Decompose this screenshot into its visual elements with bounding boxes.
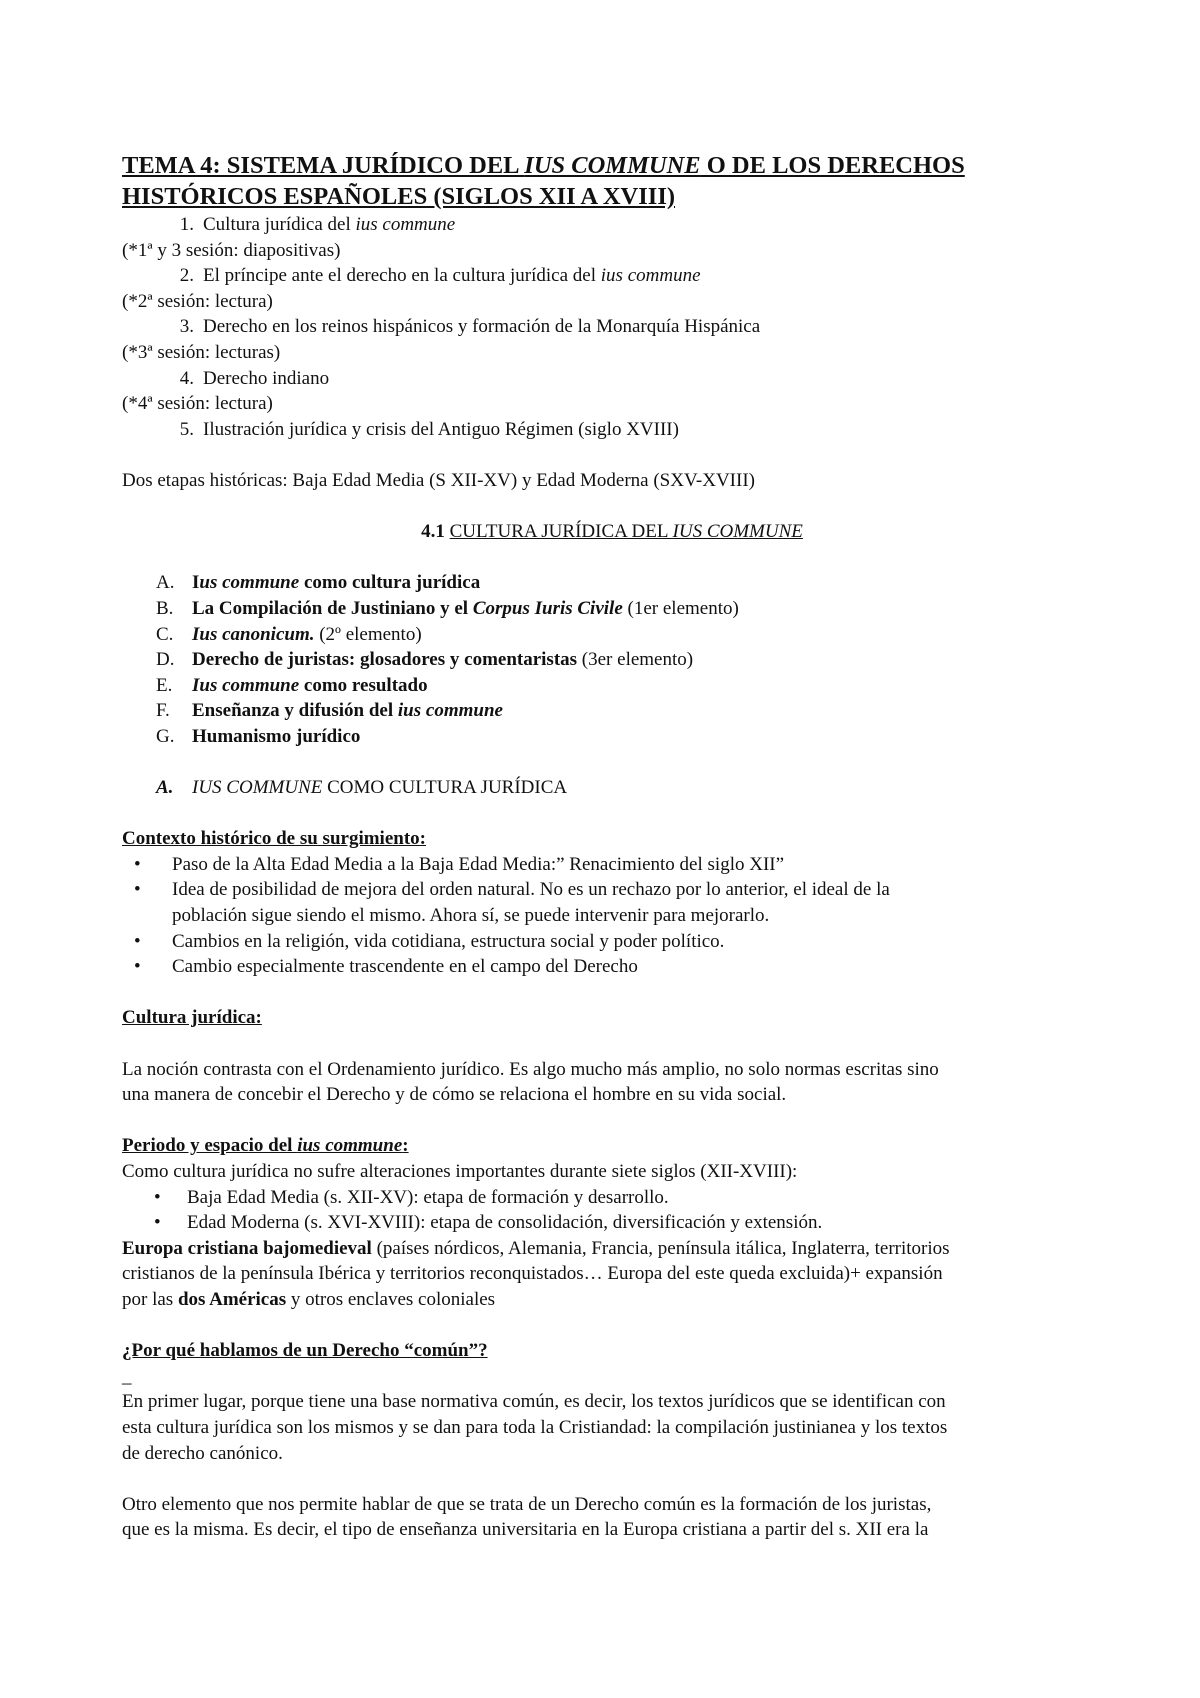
index-item-1: 1. Cultura jurídica del ius commune — [179, 214, 456, 235]
index-item-2: 2. El príncipe ante el derecho en la cultura jurídica del ius commune — [179, 265, 701, 287]
outline-item-a: A. Ius commune como cultura jurídica — [156, 572, 481, 594]
section-heading: 4.1 CULTURA JURÍDICA DEL IUS COMMUNE — [421, 521, 803, 543]
period-intro: Como cultura jurídica no sufre alteraciones importantes durante siete siglos (XII-XVIII): — [122, 1160, 798, 1182]
document-content — [122, 150, 1102, 1543]
document-title: TEMA 4: SISTEMA JURÍDICO DEL IUS COMMUNE O DE LOS DERECHOS HISTÓRICOS ESPAÑOLES (SIGLOS XII A XVIII) — [122, 152, 965, 210]
common-paragraph-1: En primer lugar, porque tiene una base normativa común, es decir, los textos jurídicos que se identifican con esta cultura jurídica son los mismos y se dan para toda la Cristiandad: la compilación justinianea y los textos de derecho canónico. — [122, 1391, 948, 1464]
index-item-4: 4. Derecho indiano — [179, 367, 330, 389]
culture-paragraph: La noción contrasta con el Ordenamiento jurídico. Es algo mucho más amplio, no solo normas escritas sino una manera de concebir el Derecho y de cómo se relaciona el hombre en su vida social. — [122, 1058, 939, 1106]
list-item: • Cambios en la religión, vida cotidiana, estructura social y poder político. — [134, 930, 725, 952]
culture-heading: Cultura jurídica: — [122, 1007, 262, 1029]
list-item: • Idea de posibilidad de mejora del orden natural. No es un rechazo por lo anterior, el ideal de la población sigue siendo el mismo. Ahora sí, se puede intervenir para mejorarlo. — [134, 879, 890, 927]
index-item-3: 3. Derecho en los reinos hispánicos y formación de la Monarquía Hispánica — [179, 316, 761, 338]
index-note-4: (*4ª sesión: lectura) — [122, 393, 273, 415]
context-heading: Contexto histórico de su surgimiento: — [122, 828, 426, 850]
index-item-5: 5. Ilustración jurídica y crisis del Antiguo Régimen (siglo XVIII) — [179, 418, 679, 440]
list-item: • Cambio especialmente trascendente en el campo del Derecho — [134, 956, 638, 978]
period-bullets — [122, 1185, 1102, 1236]
outline-item-e: E. Ius commune como resultado — [156, 674, 428, 696]
index-note-3: (*3ª sesión: lecturas) — [122, 341, 281, 363]
outline-item-b: B. La Compilación de Justiniano y el Corpus Iuris Civile (1er elemento) — [156, 597, 739, 619]
subsection-heading: A. IUS COMMUNE COMO CULTURA JURÍDICA — [156, 777, 568, 799]
outline-item-f: F. Enseñanza y difusión del ius commune — [156, 700, 503, 722]
common-law-heading: ¿Por qué hablamos de un Derecho “común”? — [122, 1340, 488, 1362]
historical-stages: Dos etapas históricas: Baja Edad Media (S XII-XV) y Edad Moderna (SXV-XVIII) — [122, 469, 755, 491]
context-bullets — [122, 852, 1102, 980]
section-outline — [122, 570, 1102, 749]
period-heading: Periodo y espacio del ius commune: — [122, 1135, 409, 1157]
europe-paragraph: Europa cristiana bajomedieval (países nórdicos, Alemania, Francia, península itálica, Inglaterra, territorios cristianos de la península Ibérica y territorios reconquistados… Europa del este queda excluida)+ expansión por las dos Américas y otros enclaves coloniales — [122, 1237, 950, 1310]
list-item: • Paso de la Alta Edad Media a la Baja Edad Media:” Renacimiento del siglo XII” — [134, 853, 785, 875]
list-item: • Baja Edad Media (s. XII-XV): etapa de formación y desarrollo. — [154, 1186, 669, 1208]
outline-item-g: G. Humanismo jurídico — [156, 725, 361, 747]
outline-item-d: D. Derecho de juristas: glosadores y comentaristas (3er elemento) — [156, 649, 694, 671]
separator-dash: _ — [122, 1365, 132, 1387]
topic-index — [122, 212, 1102, 442]
list-item: • Edad Moderna (s. XVI-XVIII): etapa de consolidación, diversificación y extensión. — [154, 1212, 823, 1234]
common-paragraph-2: Otro elemento que nos permite hablar de que se trata de un Derecho común es la formación de los juristas, que es la misma. Es decir, el tipo de enseñanza universitaria en la Europa cristiana a partir del s. XII era la — [122, 1493, 932, 1541]
index-note-2: (*2ª sesión: lectura) — [122, 290, 273, 312]
index-note-1: (*1ª y 3 sesión: diapositivas) — [122, 239, 341, 261]
outline-item-c: C. Ius canonicum. (2º elemento) — [156, 623, 422, 645]
